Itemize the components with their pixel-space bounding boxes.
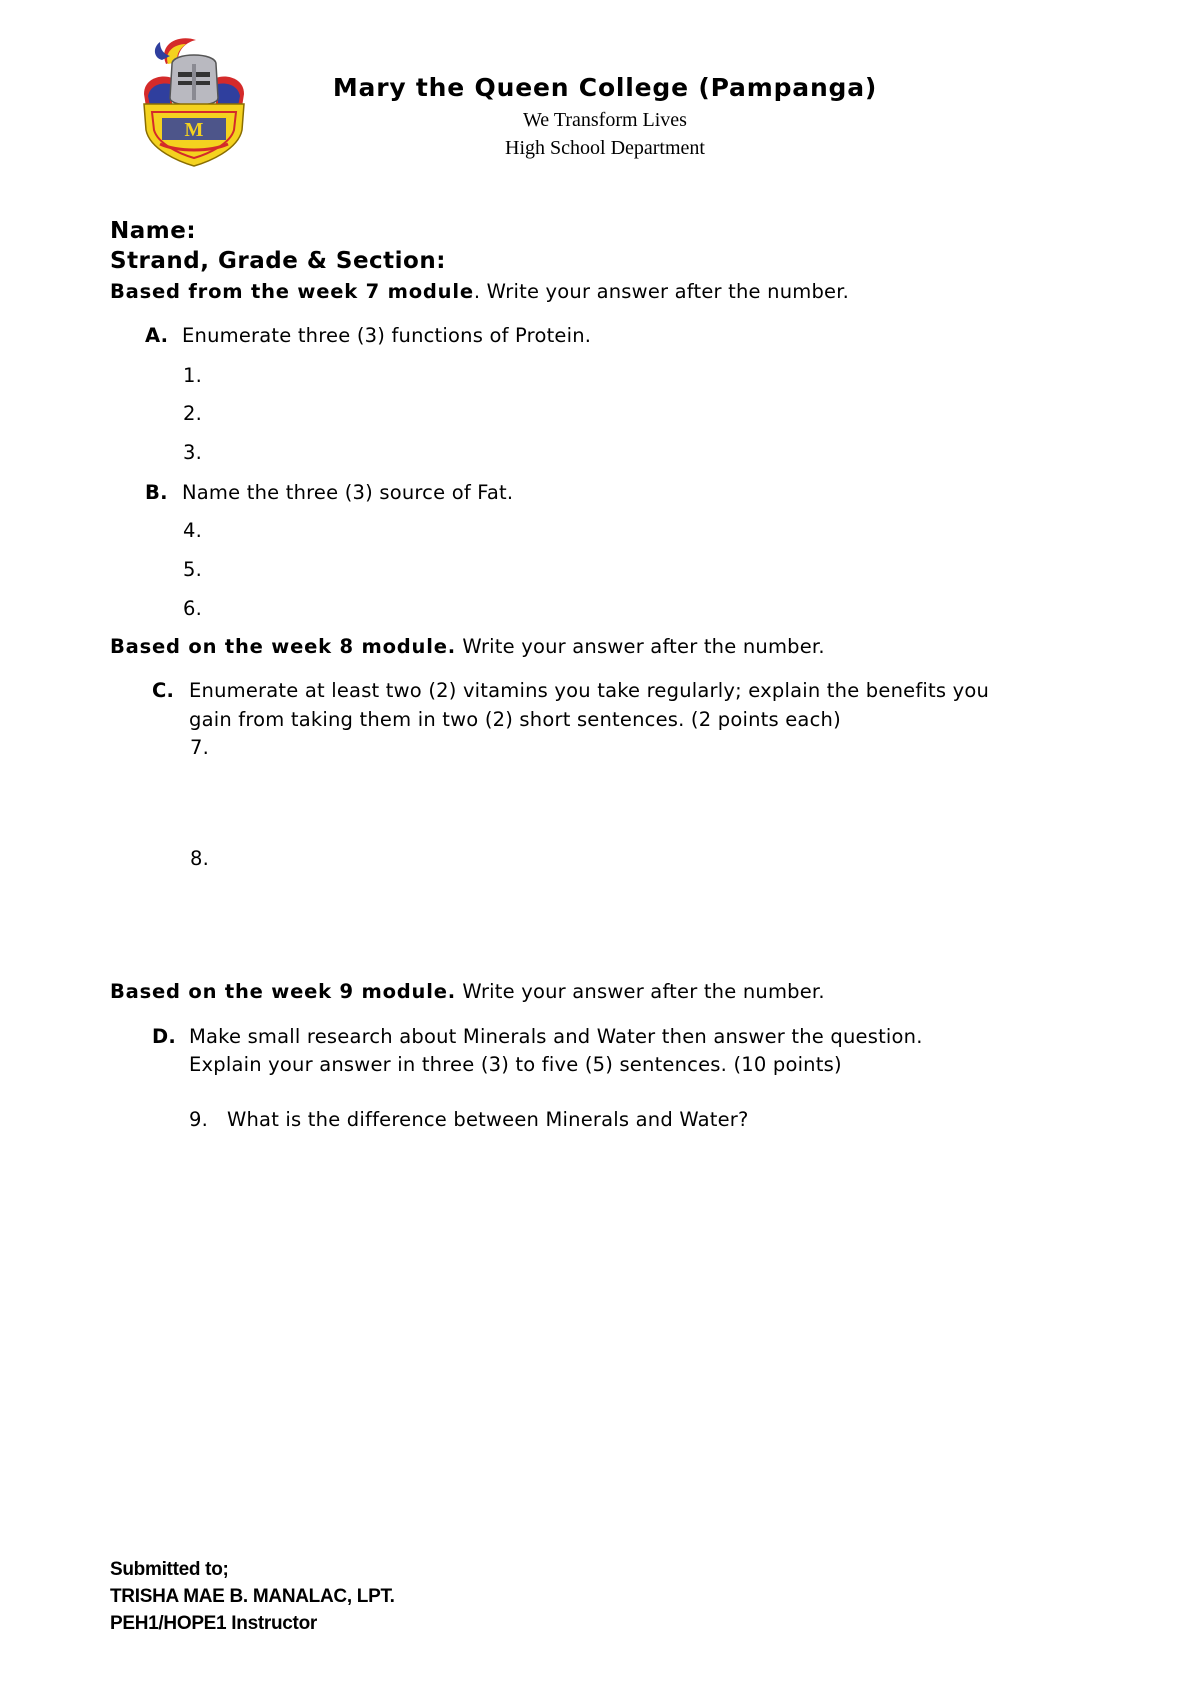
week7-intro-bold: Based from the week 7 module bbox=[110, 280, 474, 303]
week8-instructions bbox=[110, 635, 825, 658]
section-a-letter: A. bbox=[145, 324, 169, 347]
answer-number-8: 8. bbox=[190, 847, 210, 870]
answer-number-2: 2. bbox=[183, 402, 203, 425]
school-motto: We Transform Lives bbox=[523, 109, 687, 131]
section-c-prompt-line2: gain from taking them in two (2) short sentences. (2 points each) bbox=[189, 708, 841, 731]
section-label: Strand, Grade & Section: bbox=[110, 248, 446, 274]
submission-footer bbox=[110, 1556, 395, 1637]
week8-intro-bold: Based on the week 8 module. bbox=[110, 635, 456, 658]
answer-number-1: 1. bbox=[183, 364, 203, 387]
week8-intro-rest: Write your answer after the number. bbox=[455, 635, 825, 658]
answer-number-7: 7. bbox=[190, 736, 210, 759]
answer-number-4: 4. bbox=[183, 519, 203, 542]
name-label: Name: bbox=[110, 218, 197, 244]
section-d-prompt-line1: Make small research about Minerals and Water then answer the question. bbox=[189, 1025, 923, 1048]
answer-number-3: 3. bbox=[183, 441, 203, 464]
instructor-title: PEH1/HOPE1 Instructor bbox=[110, 1613, 317, 1634]
week9-instructions bbox=[110, 980, 825, 1003]
section-d-letter: D. bbox=[152, 1025, 176, 1048]
section-b-prompt: Name the three (3) source of Fat. bbox=[182, 481, 514, 504]
week9-intro-bold: Based on the week 9 module. bbox=[110, 980, 456, 1003]
school-header bbox=[285, 70, 925, 162]
answer-number-6: 6. bbox=[183, 597, 203, 620]
week9-intro-rest: Write your answer after the number. bbox=[455, 980, 825, 1003]
submitted-to-label: Submitted to; bbox=[110, 1559, 229, 1580]
section-b-letter: B. bbox=[145, 481, 168, 504]
week7-instructions bbox=[110, 280, 849, 303]
school-crest-logo bbox=[138, 34, 250, 168]
logo-letter: M bbox=[184, 119, 204, 141]
department-name: High School Department bbox=[505, 137, 705, 159]
section-a-prompt: Enumerate three (3) functions of Protein. bbox=[182, 324, 592, 347]
section-c-letter: C. bbox=[152, 679, 175, 702]
question-9-text: What is the difference between Minerals and Water? bbox=[227, 1108, 749, 1131]
section-c-prompt-line1: Enumerate at least two (2) vitamins you take regularly; explain the benefits you bbox=[189, 679, 990, 702]
answer-number-5: 5. bbox=[183, 558, 203, 581]
section-d-prompt-line2: Explain your answer in three (3) to five (5) sentences. (10 points) bbox=[189, 1053, 842, 1076]
instructor-name: TRISHA MAE B. MANALAC, LPT. bbox=[110, 1586, 395, 1607]
school-name: Mary the Queen College (Pampanga) bbox=[332, 73, 878, 102]
week7-intro-rest: . Write your answer after the number. bbox=[473, 280, 850, 303]
answer-number-9: 9. bbox=[189, 1108, 209, 1131]
